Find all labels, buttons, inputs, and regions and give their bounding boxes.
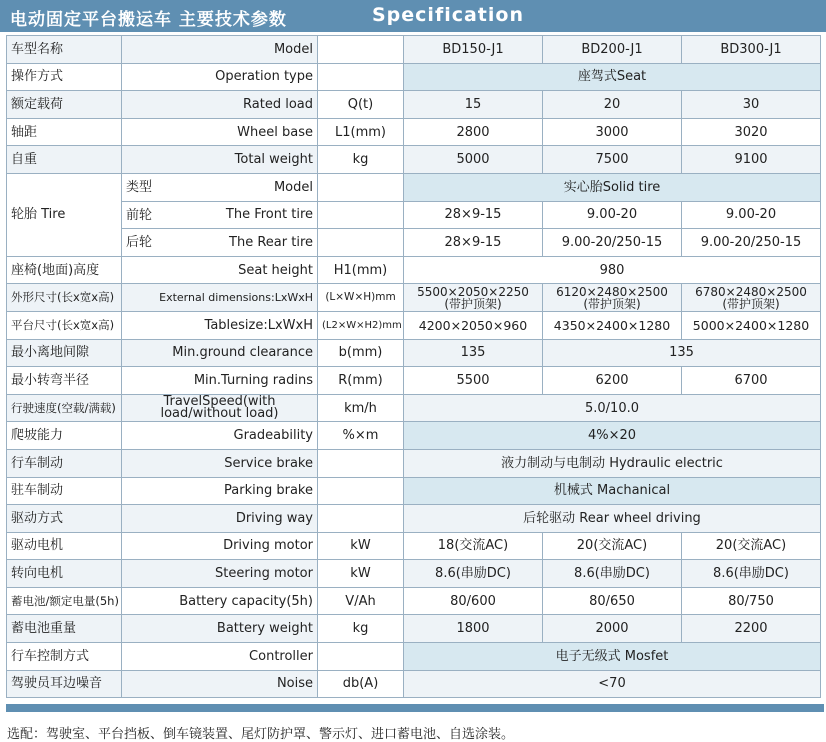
sub-label-cn: 前轮 (126, 207, 153, 223)
row-tire-model (7, 173, 821, 201)
value-bd150: 2800 (404, 118, 543, 146)
label-en: Total weight (122, 146, 318, 174)
value-bd300 (682, 284, 821, 312)
value-merged: 机械式 Machanical (404, 477, 821, 505)
value-bd300: 30 (682, 91, 821, 119)
row-service-brake (7, 449, 821, 477)
label-en: Operation type (122, 63, 318, 91)
unit: db(A) (318, 670, 404, 698)
unit (318, 173, 404, 201)
unit: L1(mm) (318, 118, 404, 146)
label-en: Service brake (122, 449, 318, 477)
label-en: Seat height (122, 256, 318, 284)
spec-table (6, 35, 821, 698)
label-en: Model (122, 36, 318, 64)
label-en (122, 394, 318, 422)
value-bd200-bd300: 135 (543, 339, 821, 367)
value-bd200: 2000 (543, 615, 682, 643)
value-bd150: 5000 (404, 146, 543, 174)
sub-label-cn: 后轮 (126, 235, 153, 251)
label-cn: 爬坡能力 (7, 422, 122, 450)
label-cn: 最小离地间隙 (7, 339, 122, 367)
value-bd300: 80/750 (682, 587, 821, 615)
row-seat-height (7, 256, 821, 284)
value-bd300: 6700 (682, 367, 821, 395)
unit: kW (318, 560, 404, 588)
title-en: Specification (372, 4, 524, 26)
unit: Q(t) (318, 91, 404, 119)
value-bd200: 80/650 (543, 587, 682, 615)
row-noise (7, 670, 821, 698)
sub-label-en: The Front tire (225, 207, 313, 223)
label-cn: 额定载荷 (7, 91, 122, 119)
value-bd300: 20(交流AC) (682, 532, 821, 560)
value-bd200: BD200-J1 (543, 36, 682, 64)
label-cn: 蓄电池/额定电量(5h) (7, 587, 122, 615)
row-ground-clearance (7, 339, 821, 367)
label-en-line2: load/without load) (160, 406, 279, 422)
unit: (L×W×H)mm (318, 284, 404, 312)
value-merged: 5.0/10.0 (404, 394, 821, 422)
label-en: Rated load (122, 91, 318, 119)
row-battery-weight (7, 615, 821, 643)
row-table-size (7, 311, 821, 339)
unit (318, 477, 404, 505)
unit: (L2×W×H2)mm (318, 311, 404, 339)
row-operation (7, 63, 821, 91)
value-bd200 (543, 284, 682, 312)
value-merged: 座驾式Seat (404, 63, 821, 91)
value-bd200: 3000 (543, 118, 682, 146)
label-cn: 外形尺寸(长x宽x高) (7, 284, 122, 312)
value-bd300: 2200 (682, 615, 821, 643)
row-tire-rear (7, 229, 821, 257)
label-en: Min.Turning radins (122, 367, 318, 395)
value-bd200: 20(交流AC) (543, 532, 682, 560)
label-cn: 驻车制动 (7, 477, 122, 505)
dims-note: (带护顶架) (444, 296, 502, 311)
label-en: Battery weight (122, 615, 318, 643)
row-gradeability (7, 422, 821, 450)
label-en: Driving way (122, 505, 318, 533)
value-merged: 980 (404, 256, 821, 284)
row-battery-capacity (7, 587, 821, 615)
label-cn: 最小转弯半径 (7, 367, 122, 395)
unit: V/Ah (318, 587, 404, 615)
bottom-divider (6, 704, 824, 712)
label-cn: 自重 (7, 146, 122, 174)
unit (318, 63, 404, 91)
label-en: Parking brake (122, 477, 318, 505)
unit: R(mm) (318, 367, 404, 395)
value-bd150: 8.6(串励DC) (404, 560, 543, 588)
row-steering-motor (7, 560, 821, 588)
value-bd150: 15 (404, 91, 543, 119)
value-merged: 后轮驱动 Rear wheel driving (404, 505, 821, 533)
value-bd200: 7500 (543, 146, 682, 174)
unit: kW (318, 532, 404, 560)
label-en: Controller (122, 643, 318, 671)
sub-label-cn: 类型 (126, 179, 153, 195)
row-turning-radius (7, 367, 821, 395)
label-cn: 平台尺寸(长x宽x高) (7, 311, 122, 339)
value-bd150: 135 (404, 339, 543, 367)
value-merged: 液力制动与电制动 Hydraulic electric (404, 449, 821, 477)
value-merged: 4%×20 (404, 422, 821, 450)
label-en (122, 201, 318, 229)
value-bd300: 3020 (682, 118, 821, 146)
row-rated-load (7, 91, 821, 119)
label-en (122, 173, 318, 201)
dims-value: 6780×2480×2500 (695, 284, 807, 299)
value-bd150: 80/600 (404, 587, 543, 615)
label-en: Min.ground clearance (122, 339, 318, 367)
dims-note: (带护顶架) (583, 296, 641, 311)
row-driving-motor (7, 532, 821, 560)
unit: H1(mm) (318, 256, 404, 284)
row-driving-way (7, 505, 821, 533)
unit (318, 36, 404, 64)
sub-label-en: Model (273, 179, 313, 195)
row-tire-front (7, 201, 821, 229)
label-cn: 转向电机 (7, 560, 122, 588)
header-bar (0, 0, 826, 32)
sub-label-en: The Rear tire (229, 234, 313, 250)
title-cn: 电动固定平台搬运车 主要技术参数 (10, 10, 287, 30)
label-en: Tablesize:LxWxH (122, 311, 318, 339)
label-cn: 蓄电池重量 (7, 615, 122, 643)
row-total-weight (7, 146, 821, 174)
label-cn: 行车制动 (7, 449, 122, 477)
label-en: External dimensions:LxWxH (122, 284, 318, 312)
value-bd200: 9.00-20/250-15 (543, 229, 682, 257)
value-bd150: 5500 (404, 367, 543, 395)
label-en: Driving motor (122, 532, 318, 560)
unit (318, 505, 404, 533)
label-en: Steering motor (122, 560, 318, 588)
row-controller (7, 643, 821, 671)
value-bd300: BD300-J1 (682, 36, 821, 64)
value-bd300: 9.00-20/250-15 (682, 229, 821, 257)
row-travel-speed (7, 394, 821, 422)
label-en: Gradeability (122, 422, 318, 450)
label-cn: 轴距 (7, 118, 122, 146)
label-cn: 行驶速度(空载/满载) (7, 394, 122, 422)
label-en: Wheel base (122, 118, 318, 146)
dims-value: 5500×2050×2250 (417, 284, 529, 299)
row-model (7, 36, 821, 64)
value-bd200: 4350×2400×1280 (543, 311, 682, 339)
value-bd150: 4200×2050×960 (404, 311, 543, 339)
value-bd300: 8.6(串励DC) (682, 560, 821, 588)
unit: b(mm) (318, 339, 404, 367)
label-cn: 驾驶员耳边噪音 (7, 670, 122, 698)
value-merged: 实心胎Solid tire (404, 173, 821, 201)
row-parking-brake (7, 477, 821, 505)
options-footnote: 选配：驾驶室、平台挡板、倒车镜装置、尾灯防护罩、警示灯、进口蓄电池、自选涂装。 (7, 727, 515, 742)
label-cn: 操作方式 (7, 63, 122, 91)
value-bd200: 20 (543, 91, 682, 119)
dims-note: (带护顶架) (722, 296, 780, 311)
label-en: Battery capacity(5h) (122, 587, 318, 615)
label-en-line1: TravelSpeed(with (163, 394, 276, 410)
value-merged: <70 (404, 670, 821, 698)
unit (318, 643, 404, 671)
unit (318, 201, 404, 229)
value-bd150: 28×9-15 (404, 229, 543, 257)
unit: km/h (318, 394, 404, 422)
label-en (122, 229, 318, 257)
unit: kg (318, 615, 404, 643)
row-wheel-base (7, 118, 821, 146)
value-bd150: 28×9-15 (404, 201, 543, 229)
label-cn: 车型名称 (7, 36, 122, 64)
label-cn: 行车控制方式 (7, 643, 122, 671)
value-bd200: 8.6(串励DC) (543, 560, 682, 588)
value-bd200: 9.00-20 (543, 201, 682, 229)
value-bd150: 18(交流AC) (404, 532, 543, 560)
value-bd200: 6200 (543, 367, 682, 395)
label-cn-tire: 轮胎 Tire (7, 173, 122, 256)
label-cn: 座椅(地面)高度 (7, 256, 122, 284)
unit (318, 449, 404, 477)
row-external-dimensions (7, 284, 821, 312)
value-bd300: 9.00-20 (682, 201, 821, 229)
value-bd150: BD150-J1 (404, 36, 543, 64)
value-bd300: 9100 (682, 146, 821, 174)
unit: kg (318, 146, 404, 174)
value-bd150 (404, 284, 543, 312)
label-en: Noise (122, 670, 318, 698)
value-merged: 电子无级式 Mosfet (404, 643, 821, 671)
value-bd300: 5000×2400×1280 (682, 311, 821, 339)
unit: %×m (318, 422, 404, 450)
value-bd150: 1800 (404, 615, 543, 643)
label-cn: 驱动电机 (7, 532, 122, 560)
label-cn: 驱动方式 (7, 505, 122, 533)
dims-value: 6120×2480×2500 (556, 284, 668, 299)
unit (318, 229, 404, 257)
